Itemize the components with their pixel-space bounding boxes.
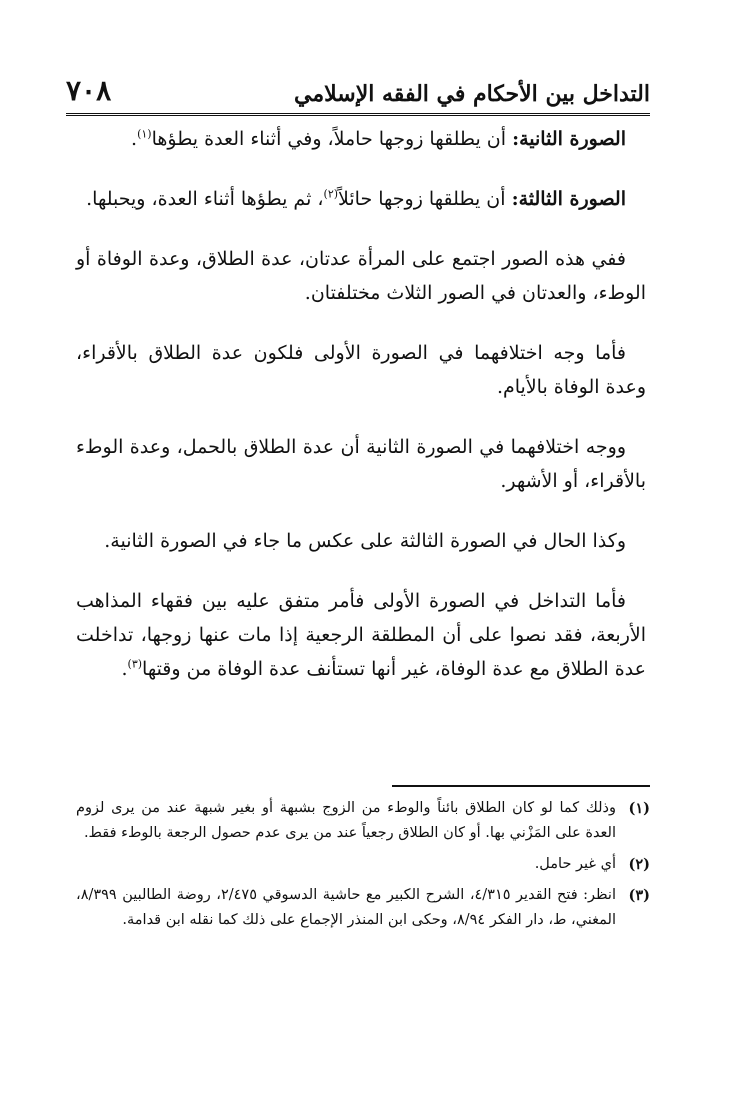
body-text (76, 122, 646, 686)
paragraph-text: فأما وجه اختلافهما في الصورة الأولى فلكون عدة الطلاق بالأقراء، وعدة الوفاة بالأيام. (76, 342, 646, 398)
paragraph (76, 242, 646, 310)
footnote-text: أي غير حامل. (534, 856, 616, 872)
paragraph-text: وكذا الحال في الصورة الثالثة على عكس ما جاء في الصورة الثانية. (104, 530, 626, 552)
page-number: ٧٠٨ (66, 74, 112, 107)
paragraph-tail: ، ثم يطؤها أثناء العدة، ويحبلها. (86, 188, 324, 210)
paragraph (76, 182, 646, 216)
paragraph-tail: . (131, 128, 138, 150)
footnote-number: (١) (628, 800, 650, 817)
footnote-number: (٢) (628, 856, 650, 873)
page-header (66, 60, 650, 116)
paragraph-lead: الصورة الثانية: (512, 128, 626, 150)
footnote-ref[interactable]: (٢) (323, 187, 339, 201)
paragraph-text: ووجه اختلافهما في الصورة الثانية أن عدة الطلاق بالحمل، وعدة الوطء بالأقراء، أو الأشهر. (76, 436, 646, 492)
footnote-ref[interactable]: (١) (137, 127, 152, 141)
footnote-divider (392, 785, 650, 787)
footnote (76, 852, 650, 877)
paragraph-text: أن يطلقها زوجها حاملاً، وفي أثناء العدة يطؤها (151, 128, 507, 150)
paragraph-text: أن يطلقها زوجها حائلاً (338, 188, 506, 210)
paragraph-text: فأما التداخل في الصورة الأولى فأمر متفق عليه بين فقهاء المذاهب الأربعة، فقد نصوا على أن المطلقة الرجعية إذا مات عنها زوجها، تداخلت عدة الطلاق مع عدة الوفاة، غير أنها تستأنف عدة الوفاة من وقتها (76, 590, 646, 680)
paragraph-lead: الصورة الثالثة: (511, 188, 626, 210)
paragraph (76, 336, 646, 404)
footnote-text: وذلك كما لو كان الطلاق بائناً والوطء من الزوج بشبهة أو بغير شبهة عند من يرى لزوم العدة على المَزْني بها. أو كان الطلاق رجعياً عند من يرى عدم حصول الرجعة بالوطء فقط. (76, 800, 616, 841)
paragraph-text: ففي هذه الصور اجتمع على المرأة عدتان، عدة الطلاق، وعدة الوفاة أو الوطء، والعدتان في الصور الثلاث مختلفتان. (76, 248, 646, 304)
paragraph (76, 430, 646, 498)
footnote-ref[interactable]: (٣) (127, 657, 143, 671)
footnotes (76, 796, 650, 939)
footnote (76, 796, 650, 846)
paragraph (76, 524, 646, 558)
running-title: التداخل بين الأحكام في الفقه الإسلامي (294, 81, 650, 107)
footnote-number: (٣) (628, 887, 650, 904)
paragraph-tail: . (121, 658, 128, 680)
paragraph (76, 122, 646, 156)
footnote (76, 883, 650, 933)
paragraph (76, 584, 646, 686)
footnote-text: انظر: فتح القدير ٤/٣١٥، الشرح الكبير مع حاشية الدسوقي ٢/٤٧٥، روضة الطالبين ٨/٣٩٩، المغني، ط، دار الفكر ٨/٩٤، وحكى ابن المنذر الإجماع على ذلك كما نقله ابن قدامة. (76, 887, 616, 928)
